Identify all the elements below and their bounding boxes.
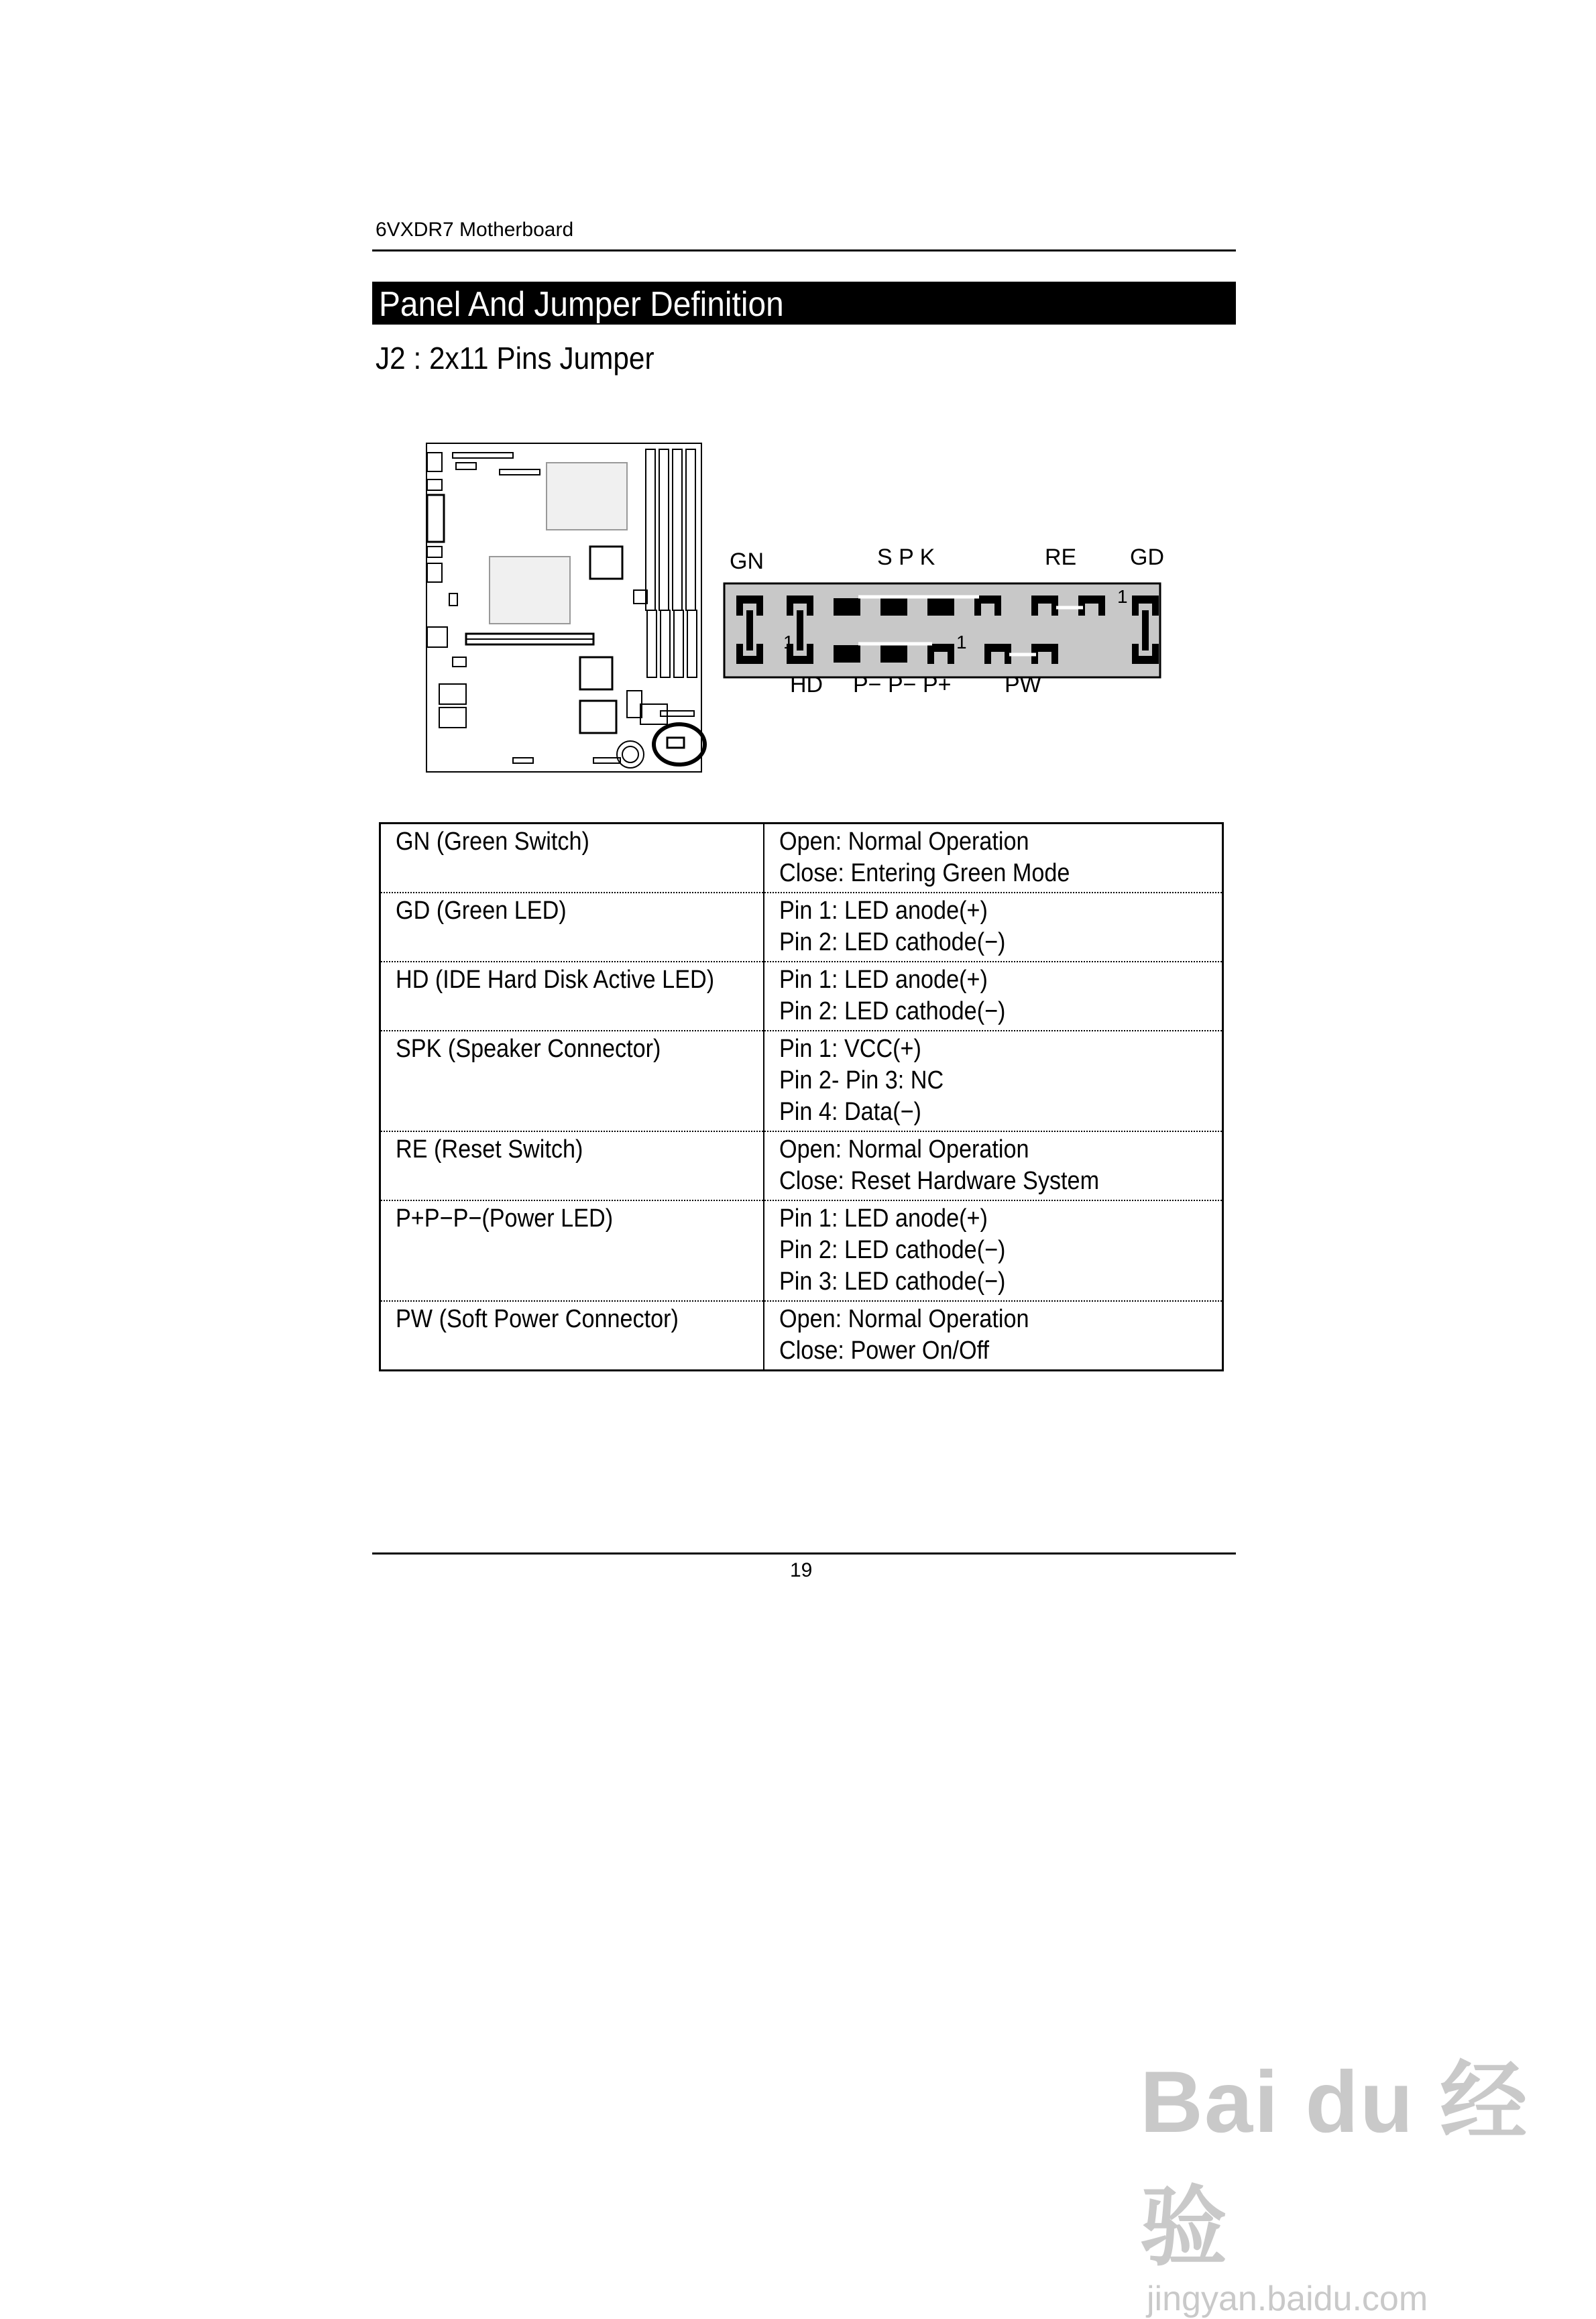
- hd-label: HD: [790, 672, 823, 697]
- page-number: 19: [790, 1559, 813, 1581]
- jumper-name-cell: [380, 962, 764, 1031]
- table-row: [380, 824, 1223, 893]
- jumper-name: GD (Green LED): [396, 897, 567, 925]
- watermark-logo-text: Bai du 经验: [1140, 2053, 1529, 2276]
- jumper-name-cell: [380, 893, 764, 962]
- jumper-description-line: Pin 1: LED anode(+): [779, 897, 988, 925]
- jumper-subtitle: J2 : 2x11 Pins Jumper: [376, 341, 654, 376]
- table-row: [380, 962, 1223, 1031]
- jumper-name: GN (Green Switch): [396, 828, 589, 856]
- jumper-name-cell: [380, 1200, 764, 1301]
- table-row: [380, 1200, 1223, 1301]
- section-title: Panel And Jumper Definition: [379, 285, 784, 324]
- jumper-description-cell: [764, 1301, 1223, 1371]
- jumper-description-line: Pin 4: Data(−): [779, 1098, 921, 1126]
- jumper-name: RE (Reset Switch): [396, 1135, 583, 1164]
- baidu-watermark: [1140, 2032, 1596, 2319]
- pw-label: PW: [1005, 672, 1041, 697]
- jumper-name-cell: [380, 1301, 764, 1371]
- jumper-description-line: Close: Reset Hardware System: [779, 1167, 1099, 1195]
- jumper-description-line: Pin 3: LED cathode(−): [779, 1267, 1006, 1296]
- motherboard-layout-diagram: [426, 443, 707, 778]
- jumper-definition-table: [379, 822, 1224, 1371]
- spk-label: S P K: [877, 545, 935, 570]
- table-row: [380, 1301, 1223, 1371]
- jumper-description-cell: [764, 962, 1223, 1031]
- jumper-description-line: Pin 1: LED anode(+): [779, 1204, 988, 1233]
- jumper-name: SPK (Speaker Connector): [396, 1035, 661, 1063]
- hd-pin1-marker: 1: [783, 632, 794, 653]
- jumper-description-line: Open: Normal Operation: [779, 1135, 1029, 1164]
- jumper-description-cell: [764, 1131, 1223, 1200]
- running-header: 6VXDR7 Motherboard: [376, 219, 574, 241]
- jumper-name-cell: [380, 1131, 764, 1200]
- jumper-description-line: Pin 1: VCC(+): [779, 1035, 921, 1063]
- j2-connector-diagram: [704, 543, 1174, 691]
- power-led-pin1-marker: 1: [956, 632, 967, 653]
- jumper-description-line: Close: Power On/Off: [779, 1337, 989, 1365]
- table-row: [380, 1031, 1223, 1131]
- jumper-name-cell: [380, 1031, 764, 1131]
- jumper-description-line: Pin 2: LED cathode(−): [779, 928, 1006, 956]
- jumper-description-cell: [764, 824, 1223, 893]
- gd-pin1-marker: 1: [1117, 586, 1128, 607]
- jumper-description-line: Pin 2: LED cathode(−): [779, 1236, 1006, 1264]
- jumper-description-line: Pin 1: LED anode(+): [779, 966, 988, 994]
- jumper-name-cell: [380, 824, 764, 893]
- table-row: [380, 1131, 1223, 1200]
- table-row: [380, 893, 1223, 962]
- jumper-description-line: Pin 2: LED cathode(−): [779, 997, 1006, 1025]
- header-rule: [372, 249, 1236, 251]
- re-label: RE: [1045, 545, 1077, 570]
- jumper-description-cell: [764, 1200, 1223, 1301]
- jumper-description-line: Close: Entering Green Mode: [779, 859, 1070, 887]
- gd-label: GD: [1130, 545, 1164, 570]
- jumper-description-cell: [764, 1031, 1223, 1131]
- jumper-name: P+P−P−(Power LED): [396, 1204, 614, 1233]
- gn-label: GN: [730, 549, 764, 574]
- jumper-description-line: Pin 2- Pin 3: NC: [779, 1066, 944, 1094]
- jumper-description-line: Open: Normal Operation: [779, 828, 1029, 856]
- power-led-label: P− P− P+: [853, 672, 952, 697]
- jumper-description-cell: [764, 893, 1223, 962]
- footer-rule: [372, 1552, 1236, 1554]
- jumper-name: HD (IDE Hard Disk Active LED): [396, 966, 715, 994]
- watermark-url: jingyan.baidu.com: [1147, 2279, 1428, 2318]
- jumper-name: PW (Soft Power Connector): [396, 1305, 679, 1333]
- jumper-description-line: Open: Normal Operation: [779, 1305, 1029, 1333]
